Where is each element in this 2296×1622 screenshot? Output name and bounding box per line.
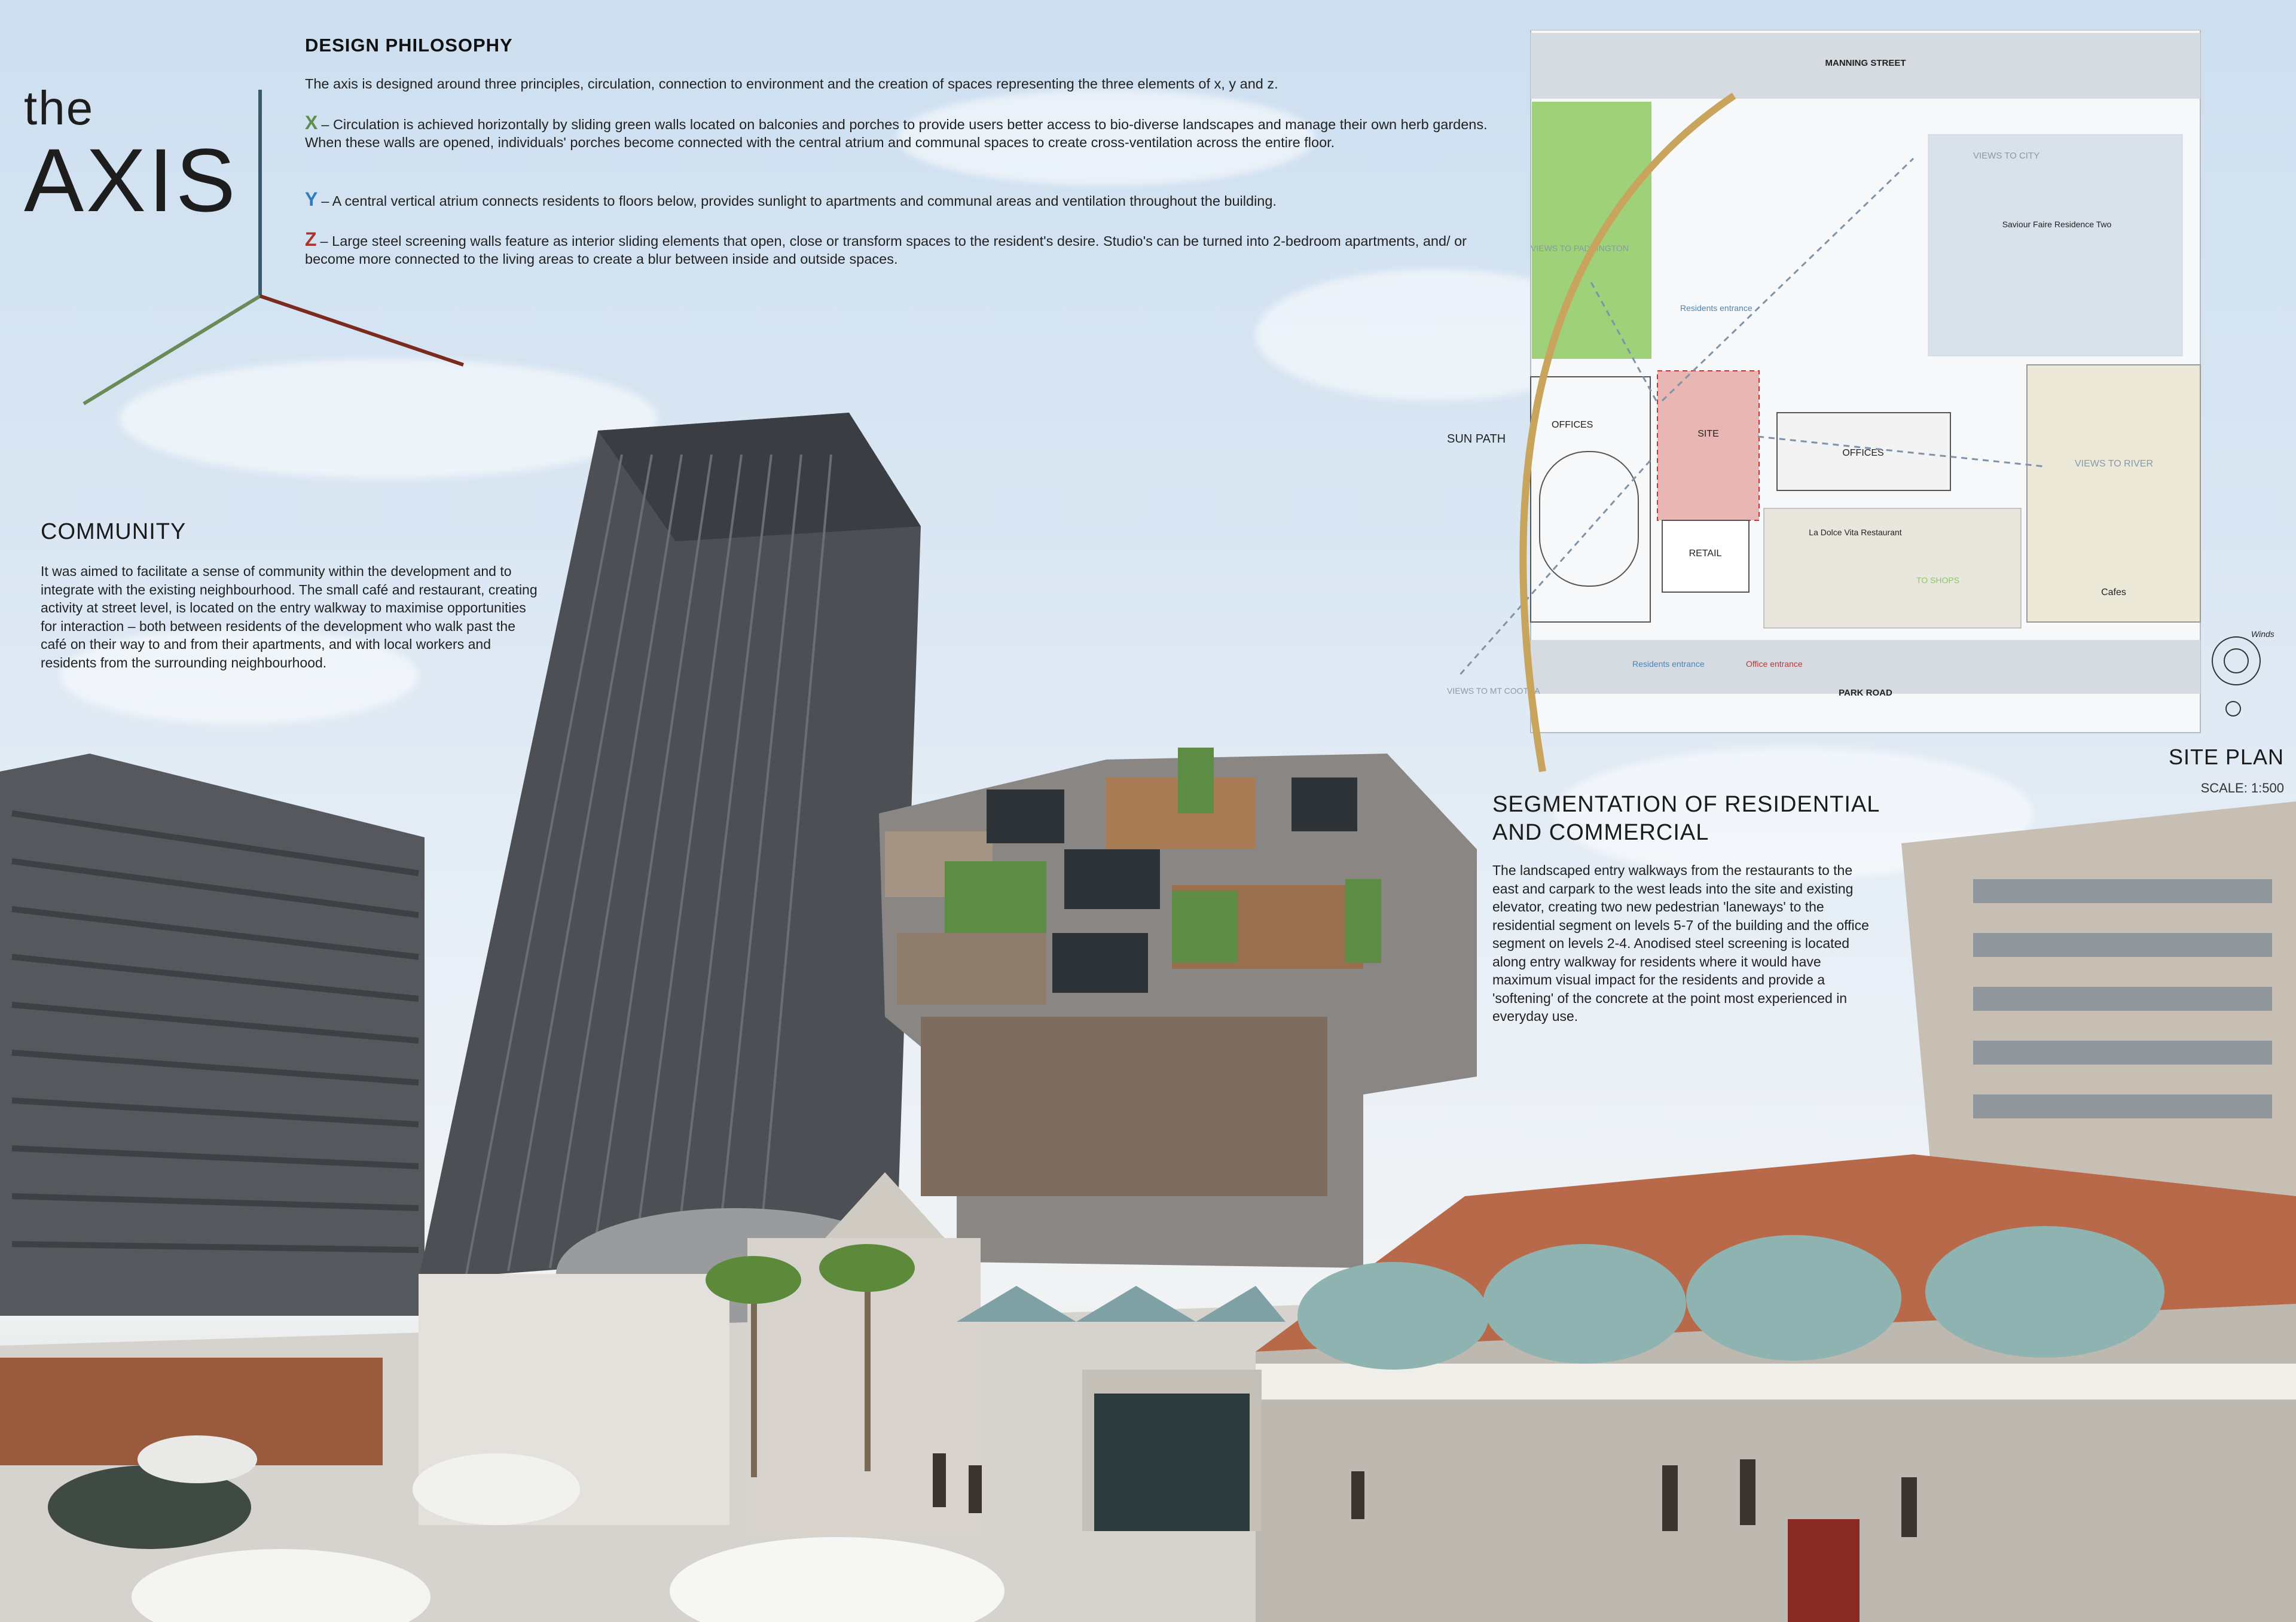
principle-y-text: – A central vertical atrium connects residents to floors below, provides sunlight to apartments and communal areas and ventilation throughout the building.	[321, 193, 1277, 209]
office-entrance-label: Office entrance	[1746, 659, 1803, 669]
saviour-faire-block	[1928, 135, 2182, 356]
green-space	[1532, 102, 1651, 359]
offices-right-label: OFFICES	[1842, 448, 1884, 458]
la-dolce-vita-label: La Dolce Vita Restaurant	[1809, 528, 1902, 537]
winds-label: Winds	[2251, 629, 2274, 639]
north-arrow-icon	[2226, 702, 2240, 716]
letter-x: X	[305, 112, 318, 133]
residents-entrance-bottom-label: Residents entrance	[1632, 659, 1705, 669]
design-principle-z	[305, 230, 1501, 268]
wind-rose-icon	[2212, 637, 2260, 685]
views-to-river-label: VIEWS TO RIVER	[2075, 459, 2153, 469]
park-road-label: PARK ROAD	[1839, 688, 1892, 698]
saviour-faire-label: Saviour Faire Residence Two	[2002, 219, 2112, 229]
sun-path-label: SUN PATH	[1447, 432, 1506, 446]
design-philosophy-intro: The axis is designed around three principles, circulation, connection to environment and the creation of spaces representing the three elements of x, y and z.	[305, 76, 1278, 92]
principle-z-text: – Large steel screening walls feature as interior sliding elements that open, close or transform spaces to the resident's desire. Studio's can be turned into 2-bedroom apartments, and/ or become more connected to the living areas to create a blur between inside and outside spaces.	[305, 233, 1467, 267]
segmentation-text: The landscaped entry walkways from the restaurants to the east and carpark to the west leads into the site and existing elevator, creating two new pedestrian 'laneways' to the residential segment on levels 5-7 of the building and the office segment on levels 2-4. Anodised steel screening is located along entry walkway for residents where it would have maximum visual impact for the residents and provide a 'softening' of the concrete at the point most experienced in everyday use.	[1492, 862, 1869, 1024]
entry-glazing	[1094, 1394, 1250, 1531]
title-the: the	[24, 81, 94, 135]
residents-entrance-top-label: Residents entrance	[1680, 303, 1752, 313]
site-plan-scale: SCALE: 1:500	[2200, 780, 2284, 795]
views-to-city-label: VIEWS TO CITY	[1973, 151, 2040, 161]
title-axis: AXIS	[24, 130, 238, 230]
la-dolce-vita-block	[1764, 508, 2021, 628]
x-axis-line	[84, 296, 260, 404]
segmentation-heading-line2: AND COMMERCIAL	[1492, 820, 1709, 845]
market-hall-fascia	[1256, 1364, 2296, 1400]
segmentation-heading-line1: SEGMENTATION OF RESIDENTIAL	[1492, 792, 1880, 817]
views-to-paddington: VIEWS TO PADDINGTON	[1531, 243, 1629, 253]
pyramid-skylights	[957, 1286, 1286, 1322]
site-plan	[1447, 30, 2296, 819]
site-block	[1657, 371, 1759, 520]
community-heading: COMMUNITY	[41, 519, 187, 544]
design-philosophy-heading: DESIGN PHILOSOPHY	[305, 35, 513, 56]
manning-street-label: MANNING STREET	[1825, 58, 1906, 68]
wind-rose-inner	[2224, 649, 2248, 673]
site-label: SITE	[1697, 429, 1719, 439]
to-shops-label: TO SHOPS	[1916, 575, 1960, 585]
site-plan-title: SITE PLAN	[2168, 745, 2284, 769]
letter-y: Y	[305, 188, 318, 210]
community-text: It was aimed to facilitate a sense of community within the development and to integrate with the existing neighbourhood. The small café and restaurant, creating activity at street level, is located on the entry walkway to maximise opportunities for interaction – both between residents of the development who walk past the café on their way to and from their apartments, and with local workers and residents from the surrounding neighbourhood.	[41, 563, 538, 670]
principle-x-text: – Circulation is achieved horizontally by sliding green walls located on balconies and porches to provide users better access to bio-diverse landscapes and manage their own herb gardens. When these walls are opened, individuals' porches become connected with the central atrium and communal spaces to create cross-ventilation across the entire floor.	[305, 117, 1488, 150]
retail-label: RETAIL	[1689, 548, 1722, 559]
views-to-paddington-label	[1531, 243, 1629, 253]
z-axis-line	[260, 296, 463, 365]
design-principle-y	[305, 190, 1501, 210]
design-principle-x	[305, 114, 1501, 151]
park-road	[1531, 640, 2200, 694]
cafes-block	[2027, 365, 2200, 622]
letter-z: Z	[305, 228, 317, 250]
views-to-mt-cootha-label: VIEWS TO MT COOTHA	[1447, 686, 1540, 696]
central-tower	[419, 413, 921, 1280]
cafes-label: Cafes	[2101, 587, 2126, 597]
offices-left-label: OFFICES	[1552, 420, 1593, 430]
menu-sign	[1788, 1519, 1860, 1622]
